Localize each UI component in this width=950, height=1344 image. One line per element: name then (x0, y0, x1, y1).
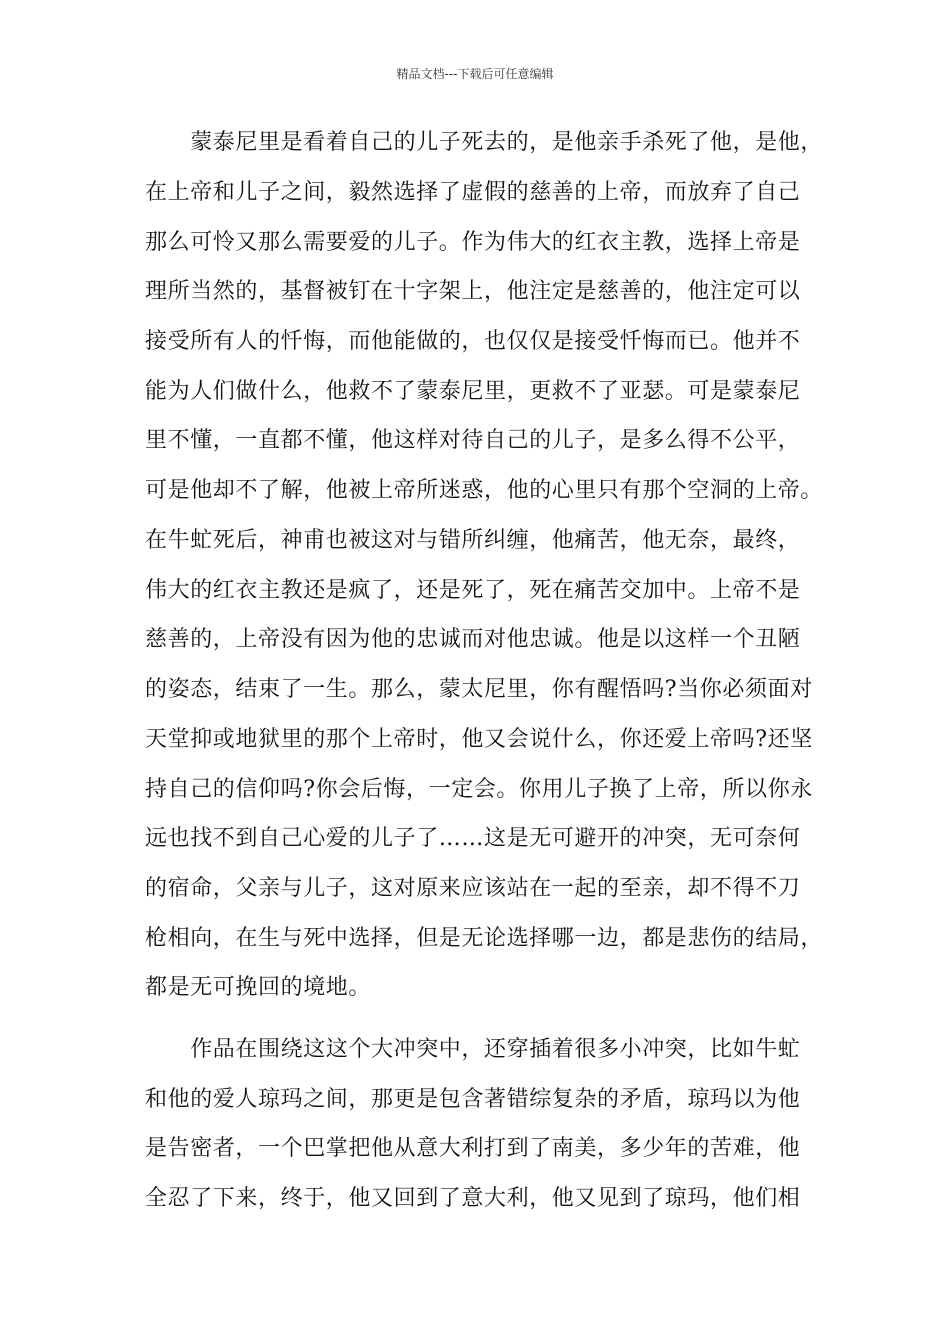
text-line: 能为人们做什么，他救不了蒙泰尼里，更救不了亚瑟。可是蒙泰尼 (145, 379, 801, 404)
text-line: 全忍了下来，终于，他又回到了意大利，他又见到了琼玛，他们相 (145, 1186, 801, 1211)
text-line: 接受所有人的忏悔，而他能做的，也仅仅是接受忏悔而已。他并不 (145, 329, 801, 354)
text-line: 持自己的信仰吗?你会后悔，一定会。你用儿子换了上帝，所以你永 (145, 777, 813, 802)
text-line: 那么可怜又那么需要爱的儿子。作为伟大的红衣主教，选择上帝是 (145, 230, 801, 255)
text-line: 是告密者，一个巴掌把他从意大利打到了南美，多少年的苦难，他 (145, 1136, 801, 1161)
text-line: 理所当然的，基督被钉在十字架上，他注定是慈善的，他注定可以 (145, 279, 801, 304)
text-line: 都是无可挽回的境地。 (145, 975, 372, 1000)
text-line: 远也找不到自己心爱的儿子了……这是无可避开的冲突，无可奈何 (145, 826, 801, 851)
text-line: 作品在围绕这这个大冲突中，还穿插着很多小冲突，比如牛虻 (145, 1037, 801, 1062)
text-line: 枪相向，在生与死中选择，但是无论选择哪一边，都是悲伤的结局， (145, 926, 824, 951)
text-line: 里不懂，一直都不懂，他这样对待自己的儿子，是多么得不公平， (145, 428, 801, 453)
text-line: 慈善的，上帝没有因为他的忠诚而对他忠诚。他是以这样一个丑陋 (145, 627, 801, 652)
text-line: 可是他却不了解，他被上帝所迷惑，他的心里只有那个空洞的上帝。 (145, 478, 824, 503)
text-line: 在上帝和儿子之间，毅然选择了虚假的慈善的上帝，而放弃了自己 (145, 180, 801, 205)
text-line: 的姿态，结束了一生。那么，蒙太尼里，你有醒悟吗?当你必须面对 (145, 677, 813, 702)
text-line: 和他的爱人琼玛之间，那更是包含著错综复杂的矛盾，琼玛以为他 (145, 1087, 801, 1112)
text-line: 天堂抑或地狱里的那个上帝时，他又会说什么，你还爱上帝吗?还坚 (145, 727, 813, 752)
text-line: 在牛虻死后，神甫也被这对与错所纠缠，他痛苦，他无奈，最终， (145, 528, 801, 553)
text-line: 伟大的红衣主教还是疯了，还是死了，死在痛苦交加中。上帝不是 (145, 578, 801, 603)
text-line: 蒙泰尼里是看着自己的儿子死去的，是他亲手杀死了他，是他， (145, 130, 824, 155)
text-line: 的宿命，父亲与儿子，这对原来应该站在一起的至亲，却不得不刀 (145, 876, 801, 901)
page-header: 精品文档---下载后可任意编辑 (396, 67, 554, 81)
